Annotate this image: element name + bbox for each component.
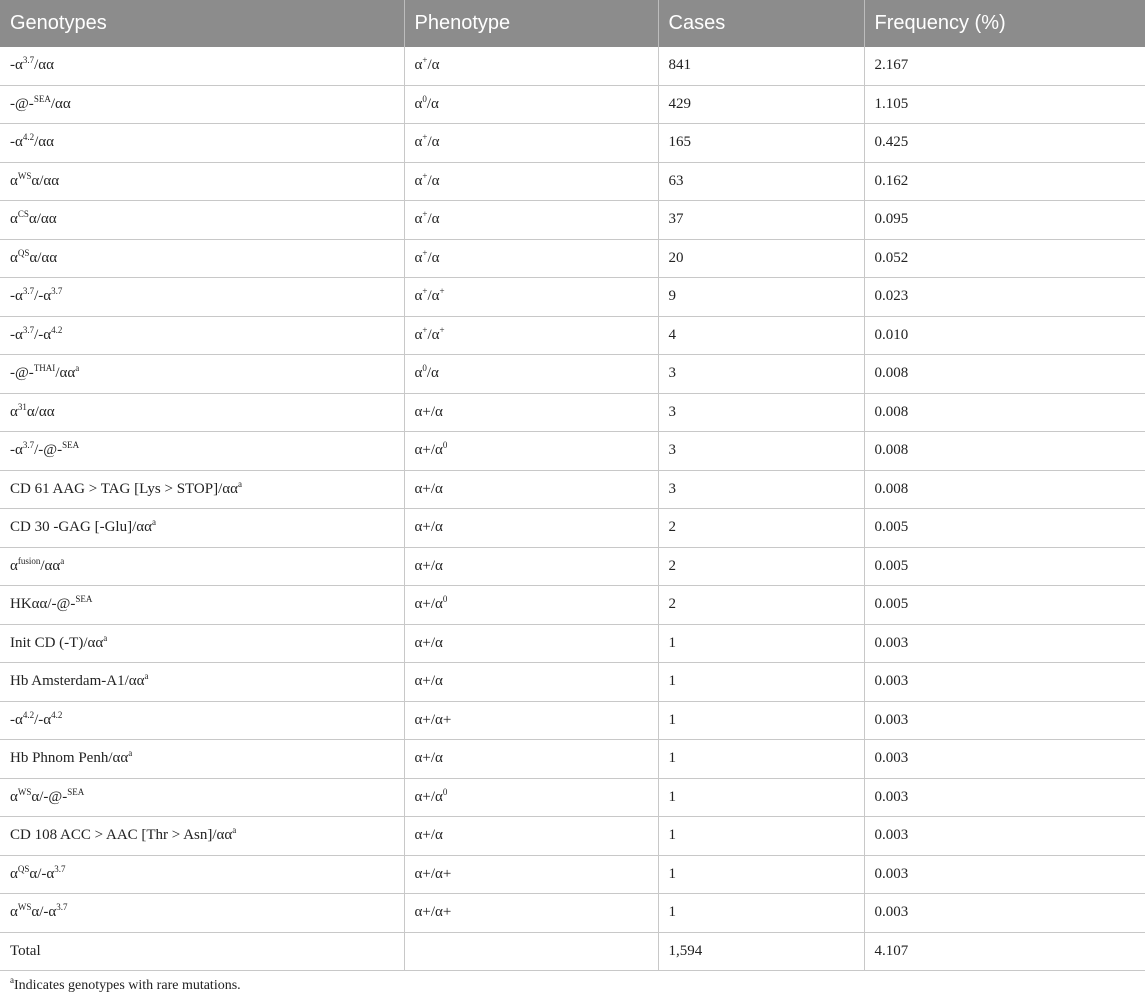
frequency-cell: 0.003 [864, 624, 1145, 663]
superscript: 0 [442, 786, 448, 797]
cell-text: α+/α [414, 634, 443, 651]
table-row [0, 817, 1145, 856]
cases-cell: 841 [658, 47, 864, 85]
superscript: CS [17, 209, 29, 220]
cell-text: α+/α+ [414, 865, 452, 882]
superscript: WS [17, 902, 32, 913]
superscript: SEA [67, 786, 85, 797]
frequency-cell: 0.008 [864, 432, 1145, 471]
phenotype-cell [404, 124, 658, 163]
superscript: 3.7 [22, 55, 35, 66]
phenotype-cell [404, 509, 658, 548]
cell-text: α+/α [414, 480, 443, 497]
header-phenotype: Phenotype [404, 0, 658, 47]
cell-text: /α [427, 57, 440, 74]
table-row [0, 509, 1145, 548]
cell-text: α+/α [414, 596, 443, 613]
table-row [0, 663, 1145, 702]
cell-text: α/αα [26, 403, 55, 420]
cell-text: /αα [34, 134, 54, 151]
genotype-cell [0, 316, 404, 355]
genotype-cell [0, 778, 404, 817]
table-row [0, 85, 1145, 124]
cases-cell: 2 [658, 586, 864, 625]
header-frequency: Frequency (%) [864, 0, 1145, 47]
superscript: a [151, 517, 156, 528]
cases-cell: 1 [658, 740, 864, 779]
superscript: 3.7 [51, 286, 63, 297]
superscript: 0 [422, 363, 427, 374]
superscript: + [422, 132, 428, 143]
frequency-cell: 0.005 [864, 547, 1145, 586]
cell-text: α [414, 365, 423, 382]
cell-text: α [414, 172, 423, 189]
genotype-cell [0, 932, 404, 971]
cell-text: α [414, 211, 423, 228]
phenotype-cell [404, 432, 658, 471]
cell-text: α+/α [414, 557, 443, 574]
frequency-cell: 2.167 [864, 47, 1145, 85]
table-body [0, 47, 1145, 971]
cell-text: α+/α [414, 519, 443, 536]
genotype-cell [0, 624, 404, 663]
genotype-cell [0, 509, 404, 548]
cases-cell: 1 [658, 855, 864, 894]
genotype-cell [0, 201, 404, 240]
superscript: 31 [17, 401, 27, 412]
cell-text: -α [10, 326, 23, 343]
cases-cell: 3 [658, 470, 864, 509]
frequency-cell: 0.023 [864, 278, 1145, 317]
superscript: + [422, 209, 428, 220]
cell-text: Init CD (-T)/αα [10, 634, 104, 651]
genotype-cell [0, 855, 404, 894]
table-row [0, 355, 1145, 394]
frequency-cell: 0.008 [864, 355, 1145, 394]
table-row [0, 432, 1145, 471]
footnote-marker: a [10, 975, 14, 985]
superscript: + [439, 324, 445, 335]
table-row [0, 393, 1145, 432]
table-row [0, 778, 1145, 817]
cases-cell: 3 [658, 355, 864, 394]
superscript: 3.7 [56, 902, 68, 913]
phenotype-cell [404, 239, 658, 278]
cases-cell: 429 [658, 85, 864, 124]
table-row [0, 316, 1145, 355]
genotype-cell [0, 547, 404, 586]
cases-cell: 1 [658, 894, 864, 933]
cell-text: /α [427, 288, 440, 305]
cases-cell: 165 [658, 124, 864, 163]
cell-text: -α [10, 288, 23, 305]
table-row [0, 239, 1145, 278]
cell-text: /-α [34, 326, 52, 343]
cases-cell: 4 [658, 316, 864, 355]
genotype-cell [0, 355, 404, 394]
phenotype-cell [404, 663, 658, 702]
cell-text: -α [10, 57, 23, 74]
table-row [0, 740, 1145, 779]
cell-text: /-α [34, 711, 52, 728]
footnote [10, 975, 241, 994]
cell-text: /α [427, 172, 440, 189]
total-row [0, 932, 1145, 971]
cell-text: α [10, 249, 18, 266]
superscript: THAI [33, 363, 56, 374]
cell-text: α [414, 249, 423, 266]
cell-text: /α [427, 249, 440, 266]
cell-text: α+/α+ [414, 711, 452, 728]
cases-cell: 2 [658, 547, 864, 586]
genotype-cell [0, 740, 404, 779]
cases-cell: 2 [658, 509, 864, 548]
cell-text: α+/α [414, 750, 443, 767]
frequency-cell: 0.052 [864, 239, 1145, 278]
cell-text: α+/α [414, 827, 443, 844]
superscript: WS [17, 786, 32, 797]
table-row [0, 201, 1145, 240]
cell-text: CD 108 ACC > AAC [Thr > Asn]/αα [10, 827, 233, 844]
cell-text: α [10, 904, 18, 921]
table-row [0, 894, 1145, 933]
cell-text: α [414, 134, 423, 151]
cases-cell: 3 [658, 432, 864, 471]
cell-text: α [10, 403, 18, 420]
frequency-cell: 0.008 [864, 393, 1145, 432]
phenotype-cell [404, 201, 658, 240]
superscript: + [422, 55, 428, 66]
footnote-text: Indicates genotypes with rare mutations. [14, 978, 241, 993]
cell-text: /αα [55, 365, 76, 382]
cases-cell: 1 [658, 778, 864, 817]
superscript: a [128, 748, 133, 759]
phenotype-cell [404, 701, 658, 740]
cell-text: /-α [34, 288, 52, 305]
cell-text: α+/α [414, 442, 443, 459]
phenotype-cell [404, 85, 658, 124]
genotype-cell [0, 393, 404, 432]
cell-text: α [414, 57, 423, 74]
frequency-cell: 0.162 [864, 162, 1145, 201]
cell-text: α [10, 172, 18, 189]
superscript: + [422, 286, 428, 297]
phenotype-cell [404, 355, 658, 394]
cell-text: /α [427, 134, 440, 151]
cell-text: α [10, 211, 18, 228]
superscript: 4.2 [22, 709, 35, 720]
cell-text: -α [10, 134, 23, 151]
superscript: a [103, 632, 108, 643]
superscript: SEA [75, 594, 93, 605]
table-row [0, 586, 1145, 625]
genotype-cell [0, 663, 404, 702]
superscript: + [422, 170, 428, 181]
genotype-cell [0, 470, 404, 509]
genotype-cell [0, 701, 404, 740]
table-row [0, 624, 1145, 663]
phenotype-cell [404, 547, 658, 586]
phenotype-cell [404, 740, 658, 779]
frequency-cell: 0.010 [864, 316, 1145, 355]
frequency-cell: 0.005 [864, 509, 1145, 548]
frequency-cell: 0.003 [864, 740, 1145, 779]
superscript: fusion [17, 555, 41, 566]
genotype-cell [0, 47, 404, 85]
cell-text: /α [426, 95, 439, 112]
phenotype-cell [404, 817, 658, 856]
cell-text: α/-α [29, 865, 55, 882]
superscript: SEA [33, 93, 51, 104]
genotype-cell [0, 432, 404, 471]
cases-cell: 20 [658, 239, 864, 278]
superscript: + [422, 324, 428, 335]
cell-text: -α [10, 442, 23, 459]
phenotype-cell [404, 162, 658, 201]
phenotype-cell [404, 316, 658, 355]
cell-text: /α [427, 211, 440, 228]
frequency-cell: 0.003 [864, 663, 1145, 702]
frequency-cell: 0.005 [864, 586, 1145, 625]
frequency-cell: 0.003 [864, 778, 1145, 817]
superscript: + [439, 286, 445, 297]
cell-text: Total [10, 942, 41, 959]
table-row [0, 855, 1145, 894]
superscript: 4.2 [51, 709, 63, 720]
phenotype-cell [404, 47, 658, 85]
frequency-cell: 0.003 [864, 855, 1145, 894]
superscript: QS [17, 863, 30, 874]
cases-cell: 1 [658, 817, 864, 856]
superscript: 3.7 [22, 440, 35, 451]
frequency-cell: 0.003 [864, 817, 1145, 856]
table-row [0, 547, 1145, 586]
cell-text: α/-α [31, 904, 57, 921]
cases-cell: 3 [658, 393, 864, 432]
frequency-cell: 0.008 [864, 470, 1145, 509]
superscript: SEA [62, 440, 80, 451]
cell-text: /-@- [34, 442, 63, 459]
cases-cell: 63 [658, 162, 864, 201]
phenotype-cell [404, 855, 658, 894]
table-row [0, 162, 1145, 201]
frequency-cell: 0.095 [864, 201, 1145, 240]
superscript: WS [17, 170, 32, 181]
table-row [0, 701, 1145, 740]
phenotype-cell [404, 624, 658, 663]
cell-text: Hb Phnom Penh/αα [10, 750, 129, 767]
cell-text: Hb Amsterdam-A1/αα [10, 673, 145, 690]
cell-text: -@- [10, 95, 34, 112]
header-genotypes: Genotypes [0, 0, 404, 47]
cell-text: /αα [34, 57, 54, 74]
cell-text: α [10, 865, 18, 882]
superscript: 0 [442, 440, 448, 451]
phenotype-cell [404, 894, 658, 933]
table-header-row [0, 0, 1145, 47]
cell-text: CD 61 AAG > TAG [Lys > STOP]/αα [10, 480, 238, 497]
cell-text: α/-@- [31, 788, 68, 805]
cell-text: α [414, 326, 423, 343]
superscript: 4.2 [51, 324, 63, 335]
genotype-cell [0, 162, 404, 201]
genotype-cell [0, 124, 404, 163]
cases-cell: 1 [658, 624, 864, 663]
phenotype-cell [404, 393, 658, 432]
genotype-cell [0, 586, 404, 625]
phenotype-cell [404, 278, 658, 317]
cell-text: -α [10, 711, 23, 728]
table-row [0, 278, 1145, 317]
table-row [0, 124, 1145, 163]
phenotype-cell [404, 586, 658, 625]
superscript: a [60, 555, 65, 566]
superscript: 3.7 [22, 286, 35, 297]
superscript: 0 [442, 594, 448, 605]
frequency-cell: 0.003 [864, 701, 1145, 740]
cases-cell: 37 [658, 201, 864, 240]
genotype-cell [0, 278, 404, 317]
superscript: 3.7 [22, 324, 35, 335]
cases-cell: 1 [658, 701, 864, 740]
frequency-cell: 4.107 [864, 932, 1145, 971]
superscript: a [144, 671, 149, 682]
cell-text: α+/α [414, 673, 443, 690]
frequency-cell: 0.003 [864, 894, 1145, 933]
superscript: a [232, 825, 237, 836]
phenotype-cell [404, 778, 658, 817]
superscript: a [75, 363, 80, 374]
superscript: QS [17, 247, 30, 258]
cell-text: /α [427, 326, 440, 343]
genotype-cell [0, 894, 404, 933]
cell-text: -@- [10, 365, 34, 382]
cell-text: CD 30 -GAG [-Glu]/αα [10, 519, 152, 536]
superscript: 0 [422, 93, 427, 104]
frequency-cell: 1.105 [864, 85, 1145, 124]
frequency-cell: 0.425 [864, 124, 1145, 163]
table-row [0, 470, 1145, 509]
cell-text: α+/α [414, 403, 443, 420]
superscript: 3.7 [54, 863, 66, 874]
cases-cell: 1 [658, 663, 864, 702]
cell-text: α [414, 95, 423, 112]
header-cases: Cases [658, 0, 864, 47]
cell-text: HKαα/-@- [10, 596, 76, 613]
cases-cell: 1,594 [658, 932, 864, 971]
cell-text: α [10, 557, 18, 574]
cell-text: α/αα [29, 249, 58, 266]
genotype-cell [0, 85, 404, 124]
cell-text: α [414, 288, 423, 305]
cell-text: /αα [40, 557, 61, 574]
cell-text: α [10, 788, 18, 805]
superscript: 4.2 [22, 132, 35, 143]
genotype-cell [0, 817, 404, 856]
cell-text: α+/α [414, 788, 443, 805]
phenotype-cell [404, 470, 658, 509]
phenotype-cell [404, 932, 658, 971]
cell-text: α/αα [31, 172, 60, 189]
table-row [0, 47, 1145, 85]
superscript: a [238, 478, 242, 489]
cell-text: /α [426, 365, 439, 382]
cell-text: α/αα [28, 211, 57, 228]
genotype-cell [0, 239, 404, 278]
cases-cell: 9 [658, 278, 864, 317]
superscript: + [422, 247, 428, 258]
cell-text: α+/α+ [414, 904, 452, 921]
cell-text: /αα [50, 95, 71, 112]
